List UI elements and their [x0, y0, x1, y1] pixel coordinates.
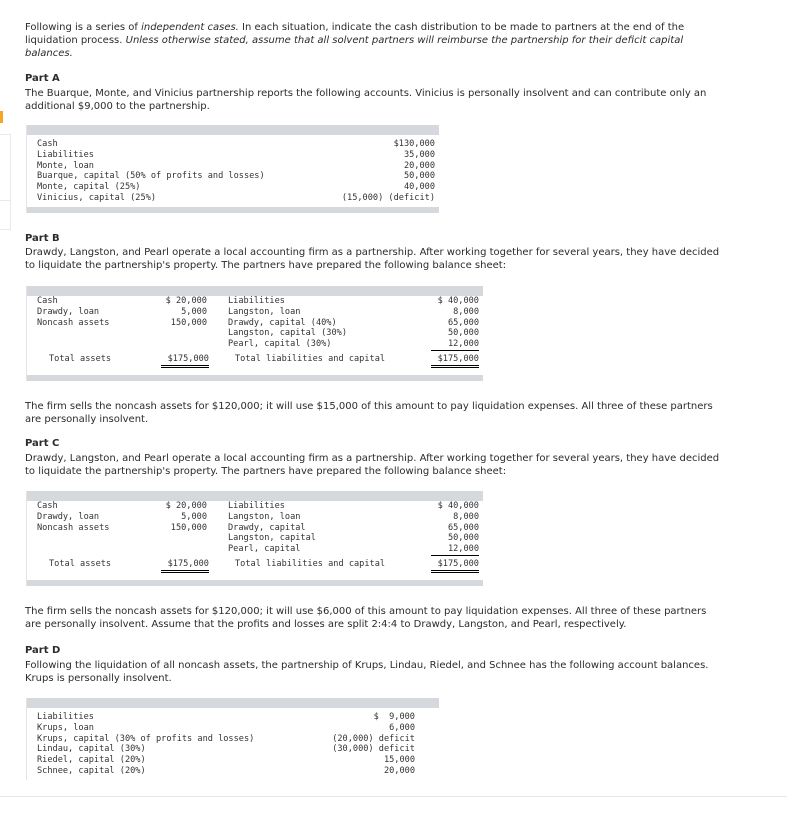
liability-value: 65,000 — [447, 317, 479, 328]
liability-value: 12,000 — [431, 544, 479, 556]
liability-label: Liabilities — [228, 296, 285, 306]
liability-label: Langston, capital (30%) — [228, 328, 347, 339]
row-value: 40,000 — [403, 182, 435, 193]
table-footer-band — [27, 207, 439, 213]
part-d-heading: Part D — [25, 645, 61, 656]
asset-label: Drawdy, loan — [37, 511, 100, 522]
asset-label: Cash — [37, 501, 58, 511]
liability-label: Liabilities — [228, 501, 285, 511]
asset-value: 150,000 — [170, 522, 207, 533]
asset-value: $ 20,000 — [165, 296, 207, 306]
asset-value: 5,000 — [181, 306, 207, 317]
liability-label: Drawdy, capital — [228, 522, 306, 533]
row-label: Krups, loan — [37, 722, 94, 733]
liability-label: Langston, capital — [228, 533, 316, 544]
total-liabilities-value: $175,000 — [431, 354, 479, 368]
part-b-text: Drawdy, Langston, and Pearl operate a local accounting firm as a partnership. After working together for several years, they have decided to liquidate the partnership's property. The partners have prepared the following balance sheet: — [25, 247, 720, 271]
part-c-balance-sheet — [26, 491, 483, 586]
row-label: Schnee, capital (20%) — [37, 766, 146, 776]
part-b-followup: The firm sells the noncash assets for $120,000; it will use $15,000 of this amount to pay liquidation expenses. All three of these partners are personally insolvent. — [25, 401, 713, 425]
active-marker — [0, 111, 3, 123]
liability-value: 8,000 — [453, 306, 479, 317]
part-c-heading: Part C — [25, 438, 60, 449]
part-c-text: Drawdy, Langston, and Pearl operate a local accounting firm as a partnership. After working together for several years, they have decided to liquidate the partnership's property. The partners have prepared the following balance sheet: — [25, 453, 720, 477]
row-value: $130,000 — [393, 139, 435, 149]
liability-value: 12,000 — [431, 339, 479, 351]
total-liabilities-label: Total liabilities and capital — [235, 354, 386, 364]
liability-value: $ 40,000 — [437, 296, 479, 306]
row-label: Riedel, capital (20%) — [37, 755, 146, 766]
asset-value: 5,000 — [181, 511, 207, 522]
liability-value: 65,000 — [447, 522, 479, 533]
part-d-text: Following the liquidation of all noncash assets, the partnership of Krups, Lindau, Riedel, and Schnee has the following account balances. Krups is personally insolvent. — [25, 660, 709, 684]
row-label: Monte, capital (25%) — [37, 182, 141, 193]
intro-paragraph: Following is a series of independent cases. In each situation, indicate the cash distribution to be made to partners at the end of the liquidation process. Unless otherwise stated, assume that all solvent partners will reimburse the partnership for their deficit capital balances. — [25, 22, 685, 59]
asset-label: Cash — [37, 296, 58, 306]
row-value: 20,000 — [383, 766, 415, 776]
row-value: (20,000) deficit — [332, 733, 415, 744]
liability-label: Langston, loan — [228, 306, 301, 317]
row-value: 15,000 — [383, 755, 415, 766]
table-footer-band — [27, 580, 483, 586]
asset-value: $ 20,000 — [165, 501, 207, 511]
table-header-band — [27, 286, 483, 296]
table-footer-band — [27, 375, 483, 381]
liability-value: 50,000 — [447, 328, 479, 339]
liability-label: Drawdy, capital (40%) — [228, 317, 337, 328]
liability-label: Pearl, capital (30%) — [228, 339, 332, 350]
part-b-balance-sheet — [26, 286, 483, 381]
row-value: (15,000) (deficit) — [341, 193, 435, 203]
bottom-divider — [0, 796, 787, 797]
total-assets-value: $175,000 — [161, 354, 209, 368]
row-value: 6,000 — [389, 722, 415, 733]
total-assets-label: Total assets — [49, 559, 112, 569]
part-a-text: The Buarque, Monte, and Vinicius partnership reports the following accounts. Vinicius is personally insolvent and can contribute only an additional $9,000 to the partnership. — [25, 88, 707, 112]
asset-value: 150,000 — [170, 317, 207, 328]
side-panel-edge — [0, 134, 11, 201]
part-a-table — [26, 125, 439, 213]
row-label: Vinicius, capital (25%) — [37, 193, 156, 203]
row-value: (30,000) deficit — [332, 744, 415, 755]
asset-label: Noncash assets — [37, 317, 110, 328]
liability-value: 50,000 — [447, 533, 479, 544]
total-assets-label: Total assets — [49, 354, 112, 364]
row-label: Liabilities — [37, 149, 94, 160]
row-value: 35,000 — [403, 149, 435, 160]
row-label: Monte, loan — [37, 160, 94, 171]
part-d-table — [26, 698, 439, 780]
row-label: Krups, capital (30% of profits and losses) — [37, 733, 255, 744]
part-c-followup: The firm sells the noncash assets for $120,000; it will use $6,000 of this amount to pay liquidation expenses. All three of these partners are personally insolvent. Assume that the profits and losses are split 2:4:4 to Drawdy, Langston, and Pearl, respectively. — [25, 606, 707, 630]
asset-label: Drawdy, loan — [37, 306, 100, 317]
part-b-heading: Part B — [25, 233, 60, 244]
total-liabilities-label: Total liabilities and capital — [235, 559, 386, 569]
liability-label: Pearl, capital — [228, 544, 301, 555]
row-label: Liabilities — [37, 712, 94, 722]
table-header-band — [27, 698, 439, 708]
liability-value: $ 40,000 — [437, 501, 479, 511]
total-liabilities-value: $175,000 — [431, 559, 479, 573]
row-value: 20,000 — [403, 160, 435, 171]
table-header-band — [27, 491, 483, 501]
part-a-heading: Part A — [25, 73, 60, 84]
table-header-band — [27, 125, 439, 135]
row-value: 50,000 — [403, 171, 435, 182]
row-value: $ 9,000 — [373, 712, 415, 722]
asset-label: Noncash assets — [37, 522, 110, 533]
liability-value: 8,000 — [453, 511, 479, 522]
row-label: Buarque, capital (50% of profits and losses) — [37, 171, 265, 182]
row-label: Cash — [37, 139, 58, 149]
liability-label: Langston, loan — [228, 511, 301, 522]
row-label: Lindau, capital (30%) — [37, 744, 146, 755]
total-assets-value: $175,000 — [161, 559, 209, 573]
side-panel-edge — [0, 200, 11, 230]
